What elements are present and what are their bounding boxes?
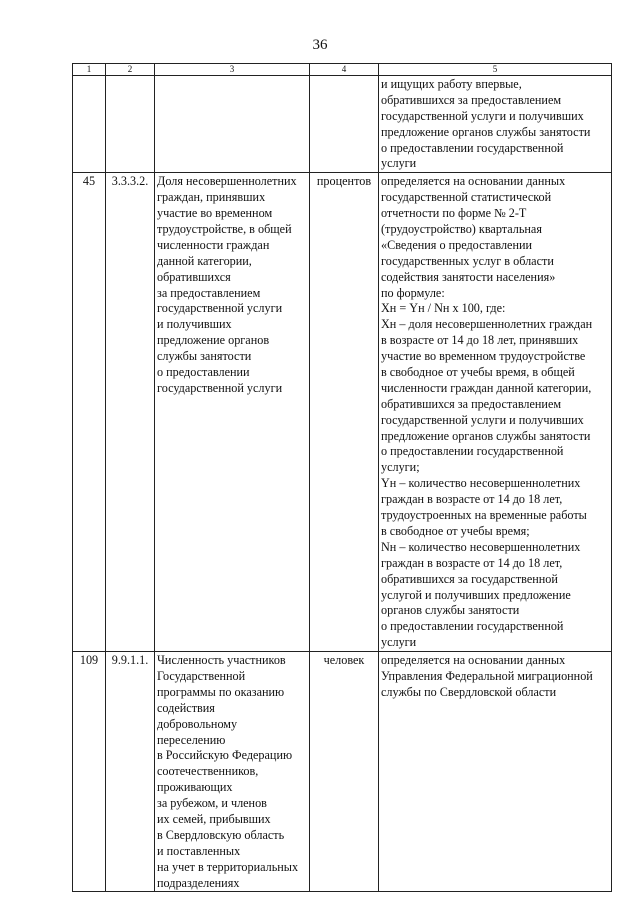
calculation-method-line: отчетности по форме № 2-Т	[381, 206, 527, 221]
indicator-code-cell	[106, 173, 155, 652]
calculation-method-line: по формуле:	[381, 285, 445, 300]
row-number: 45	[82, 174, 96, 189]
indicator-name-line: за рубежом, и членов	[157, 796, 267, 811]
calculation-method-line: в возрасте от 14 до 18 лет, принявших	[381, 333, 579, 348]
calculation-method-line: обратившихся за предоставлением	[381, 92, 562, 107]
calculation-method-line: и ищущих работу впервые,	[381, 77, 522, 91]
indicator-name-line: обратившихся	[157, 269, 231, 284]
calculation-method-line: численности граждан данной категории,	[381, 380, 592, 395]
calculation-method-line: Yн – количество несовершеннолетних	[381, 476, 581, 491]
column-number: 5	[379, 64, 612, 76]
indicator-name-line: проживающих	[157, 780, 233, 795]
calculation-method-line: в свободное от учебы время;	[381, 523, 530, 538]
calculation-method-line: о предоставлении государственной	[381, 140, 564, 155]
calculation-method-line: определяется на основании данных	[381, 653, 566, 668]
indicator-name-line: и поставленных	[157, 843, 241, 858]
indicator-name-line: Государственной	[157, 668, 246, 683]
calculation-method-line: граждан в возрасте от 14 до 18 лет,	[381, 555, 563, 570]
indicator-code: 9.9.1.1.	[111, 653, 149, 668]
table-row	[73, 76, 612, 173]
calculation-method-line: государственной услуги и получивших	[381, 412, 584, 427]
indicator-code-cell	[106, 652, 155, 892]
indicator-name-line: граждан, принявших	[157, 190, 266, 205]
calculation-method-line: предложение органов службы занятости	[381, 124, 591, 139]
indicator-name-line: численности граждан	[157, 237, 270, 252]
calculation-method-line: услуги	[381, 635, 417, 650]
indicator-name-cell	[155, 173, 310, 652]
page-number: 36	[312, 37, 328, 53]
calculation-method-line: Xн – доля несовершеннолетних граждан	[381, 317, 593, 332]
indicator-name-line: службы занятости	[157, 349, 252, 364]
unit-of-measure-cell	[310, 652, 379, 892]
calculation-method-line: Nн – количество несовершеннолетних	[381, 539, 581, 554]
calculation-method-line: «Сведения о предоставлении	[381, 237, 533, 252]
indicator-name-line: их семей, прибывших	[157, 811, 271, 826]
indicator-name-cell	[155, 652, 310, 892]
calculation-method-line: услуги;	[381, 460, 420, 475]
calculation-method-line: предложение органов службы занятости	[381, 428, 591, 443]
calculation-method-line: государственной статистической	[381, 190, 552, 205]
calculation-method-line: о предоставлении государственной	[381, 444, 564, 459]
indicator-code	[108, 77, 152, 93]
table-row	[73, 173, 612, 652]
calculation-method-line: услуги	[381, 156, 417, 171]
indicator-name-line: государственной услуги	[157, 380, 283, 395]
indicator-name-line: государственной услуги	[157, 301, 283, 316]
column-number: 4	[310, 64, 379, 76]
indicator-name-line: на учет в территориальных	[157, 859, 299, 874]
calculation-method-line: содействия занятости населения»	[381, 269, 556, 284]
calculation-method-line: в свободное от учебы время, в общей	[381, 365, 575, 380]
calculation-method-line: услугой и получивших предложение	[381, 587, 571, 602]
column-number: 1	[73, 64, 106, 76]
calculation-method-line: органов службы занятости	[381, 603, 520, 618]
column-number-row	[73, 64, 612, 76]
indicator-name-line: Численность участников	[157, 653, 286, 668]
indicator-name-line: Доля несовершеннолетних	[157, 174, 297, 189]
calculation-method-line: трудоустроенных на временные работы	[381, 508, 587, 523]
calculation-method-line: Xн = Yн / Nн x 100, где:	[381, 301, 506, 316]
calculation-method-line: о предоставлении государственной	[381, 619, 564, 634]
indicator-name-line: в Российскую Федерацию	[157, 748, 293, 763]
indicators-table	[72, 63, 612, 892]
calculation-method-line: обратившихся за предоставлением	[381, 396, 562, 411]
indicator-name-line: соотечественников,	[157, 764, 259, 779]
table-body	[73, 76, 612, 892]
row-number-cell	[73, 173, 106, 652]
indicator-name-line: программы по оказанию	[157, 684, 285, 699]
indicator-code: 3.3.3.2.	[111, 174, 149, 189]
row-number	[75, 77, 103, 93]
indicator-name-line: добровольному	[157, 716, 238, 731]
indicator-name-line: данной категории,	[157, 253, 252, 268]
indicator-name-cell	[155, 76, 310, 173]
indicator-code-cell	[106, 76, 155, 173]
calculation-method-line: государственных услуг в области	[381, 253, 554, 268]
indicator-name-line: участие во временном	[157, 206, 273, 221]
unit-of-measure-cell	[310, 76, 379, 173]
indicator-name-line: подразделениях	[157, 875, 240, 890]
row-number-cell	[73, 76, 106, 173]
calculation-method-cell	[379, 652, 612, 892]
calculation-method-line: государственной услуги и получивших	[381, 108, 584, 123]
calculation-method-line: участие во временном трудоустройстве	[381, 349, 586, 364]
calculation-method-line: определяется на основании данных	[381, 174, 566, 189]
unit-of-measure-cell	[310, 173, 379, 652]
unit-of-measure: человек	[323, 653, 365, 668]
indicator-name-line: и получивших	[157, 317, 232, 332]
column-number: 3	[155, 64, 310, 76]
calculation-method-cell	[379, 76, 612, 173]
indicator-name-line: предложение органов	[157, 333, 270, 348]
calculation-method-cell	[379, 173, 612, 652]
calculation-method-line: граждан в возрасте от 14 до 18 лет,	[381, 492, 563, 507]
unit-of-measure: процентов	[316, 174, 372, 189]
indicator-name-line: переселению	[157, 732, 226, 747]
indicator-name-line: о предоставлении	[157, 365, 250, 380]
row-number-cell	[73, 652, 106, 892]
row-number: 109	[79, 653, 99, 668]
indicator-name-line: в Свердловскую область	[157, 827, 285, 842]
table-row	[73, 652, 612, 892]
unit-of-measure	[312, 77, 376, 93]
indicator-name-line: трудоустройстве, в общей	[157, 222, 292, 237]
indicator-name-line: содействия	[157, 700, 215, 715]
column-number: 2	[106, 64, 155, 76]
calculation-method-line: (трудоустройство) квартальная	[381, 222, 542, 237]
indicator-name-line: за предоставлением	[157, 285, 261, 300]
calculation-method-line: Управления Федеральной миграционной	[381, 668, 593, 683]
calculation-method-line: службы по Свердловской области	[381, 684, 557, 699]
calculation-method-line: обратившихся за государственной	[381, 571, 558, 586]
